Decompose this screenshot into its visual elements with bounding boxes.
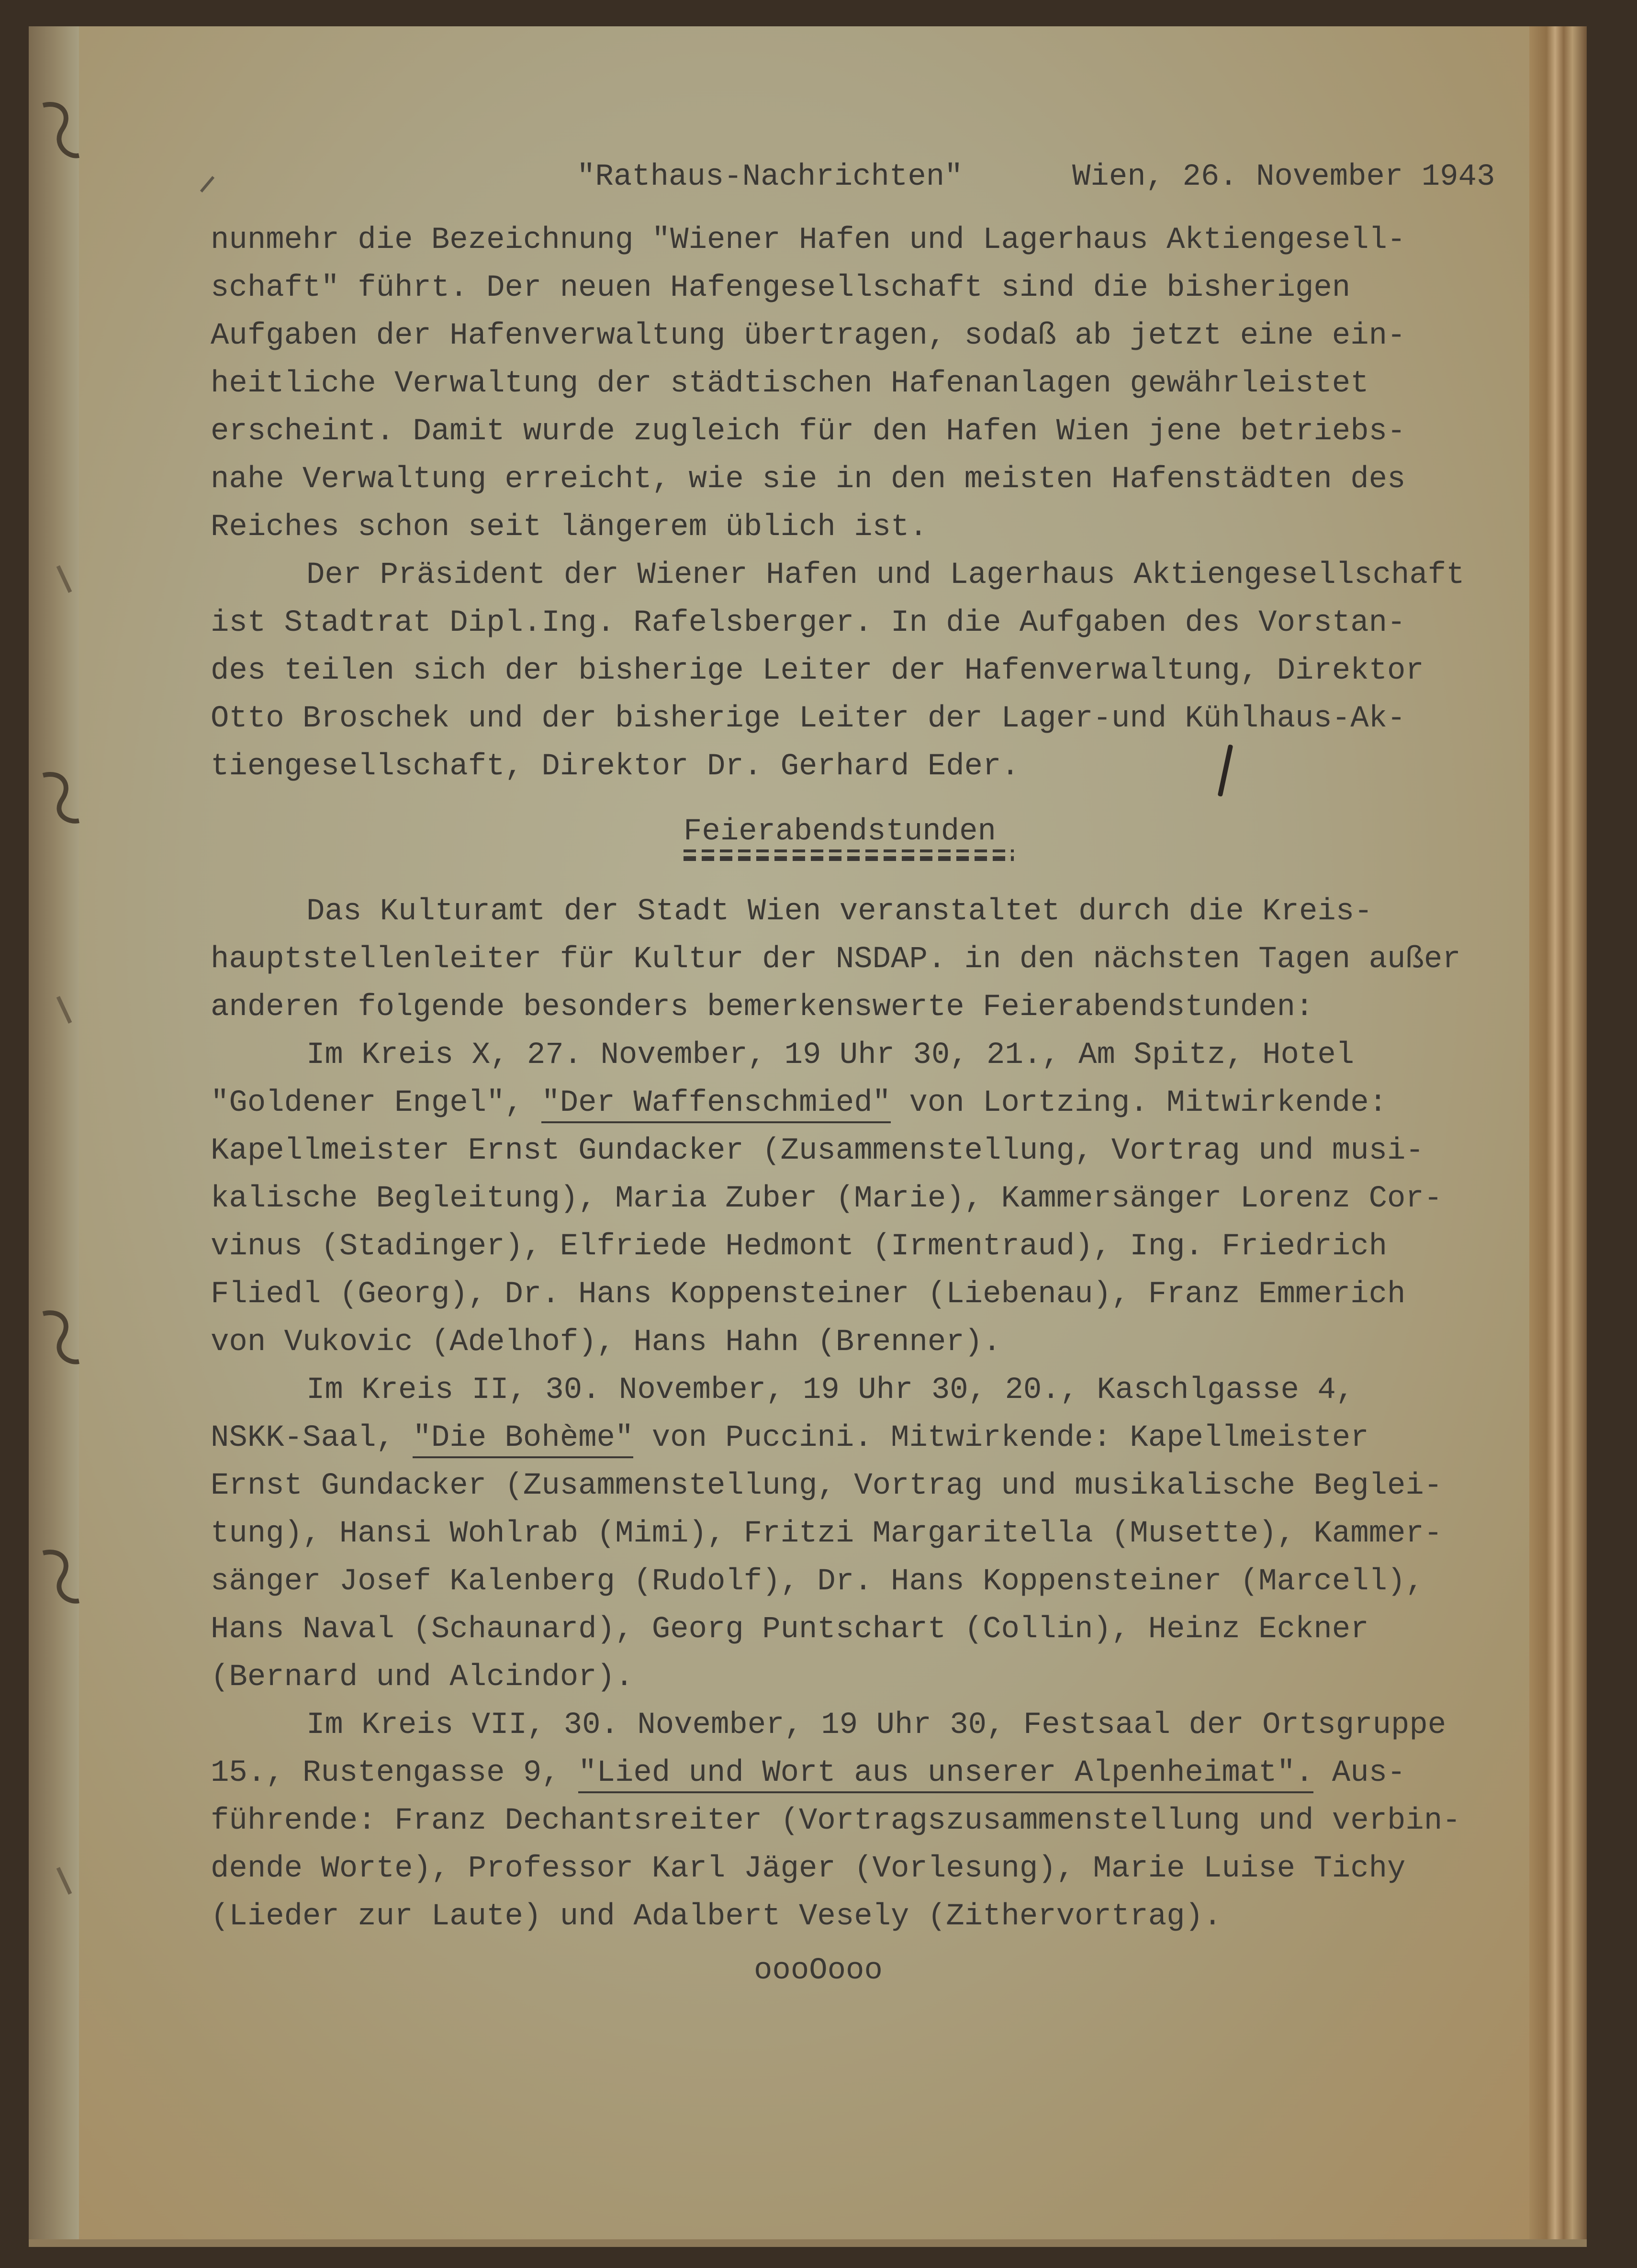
title-lied-und-wort: "Lied und Wort aus unserer Alpenheimat". [578, 1756, 1313, 1793]
section-line: 15., Rustengasse 9, "Lied und Wort aus unserer Alpenheimat". Aus- [211, 1754, 1405, 1792]
section-line: kalische Begleitung), Maria Zuber (Marie), Kammersänger Lorenz Cor- [211, 1182, 1443, 1216]
heading-underline [684, 849, 1014, 861]
header-dateline: Wien, 26. November 1943 [1072, 160, 1495, 194]
section-line: Ernst Gundacker (Zusammenstellung, Vortrag und musikalische Beglei- [211, 1469, 1443, 1503]
section-line: Das Kulturamt der Stadt Wien veranstaltet durch die Kreis- [306, 894, 1373, 929]
body-line: erscheint. Damit wurde zugleich für den Hafen Wien jene betriebs- [211, 414, 1406, 449]
section-line: Kapellmeister Ernst Gundacker (Zusammenstellung, Vortrag und musi- [211, 1134, 1424, 1168]
body-line: schaft" führt. Der neuen Hafengesellschaft sind die bisherigen [211, 271, 1351, 305]
section-line: Im Kreis X, 27. November, 19 Uhr 30, 21., Am Spitz, Hotel [306, 1038, 1355, 1073]
body-line: Aufgaben der Hafenverwaltung übertragen, sodaß ab jetzt eine ein- [211, 319, 1406, 353]
section-line: dende Worte), Professor Karl Jäger (Vorlesung), Marie Luise Tichy [211, 1852, 1406, 1886]
section-line: sänger Josef Kalenberg (Rudolf), Dr. Hans Koppensteiner (Marcell), [211, 1564, 1424, 1599]
body-line: nunmehr die Bezeichnung "Wiener Hafen und Lagerhaus Aktiengesell- [211, 223, 1406, 257]
pen-check-mark [1218, 744, 1233, 797]
section-line: von Vukovic (Adelhof), Hans Hahn (Brenner). [211, 1325, 1001, 1360]
body-line: Reiches schon seit längerem üblich ist. [211, 510, 928, 545]
section-line: hauptstellenleiter für Kultur der NSDAP. in den nächsten Tagen außer [211, 942, 1461, 977]
title-boheme: "Die Bohème" [413, 1421, 633, 1458]
body-line: Otto Broschek und der bisherige Leiter der Lager-und Kühlhaus-Ak- [211, 702, 1406, 736]
section-heading: Feierabendstunden [684, 815, 996, 849]
section-line: anderen folgende besonders bemerkenswerte Feierabendstunden: [211, 990, 1314, 1025]
end-mark: oooOooo [754, 1954, 883, 1988]
section-line: (Bernard und Alcindor). [211, 1660, 634, 1695]
section-line: (Lieder zur Laute) und Adalbert Vesely (Zithervortrag). [211, 1899, 1222, 1934]
section-line: vinus (Stadinger), Elfriede Hedmont (Irmentraud), Ing. Friedrich [211, 1229, 1387, 1264]
section-line: führende: Franz Dechantsreiter (Vortragszusammenstellung und verbin- [211, 1804, 1461, 1838]
body-line: heitliche Verwaltung der städtischen Hafenanlagen gewährleistet [211, 367, 1369, 401]
body-line: Der Präsident der Wiener Hafen und Lagerhaus Aktiengesellschaft [306, 558, 1465, 592]
body-line: nahe Verwaltung erreicht, wie sie in den meisten Hafenstädten des [211, 462, 1406, 497]
section-line: Im Kreis II, 30. November, 19 Uhr 30, 20., Kaschlgasse 4, [306, 1373, 1355, 1408]
section-line: tung), Hansi Wohlrab (Mimi), Fritzi Margaritella (Musette), Kammer- [211, 1517, 1443, 1551]
section-line: NSKK-Saal, "Die Bohème" von Puccini. Mitwirkende: Kapellmeister [211, 1419, 1369, 1457]
body-line: ist Stadtrat Dipl.Ing. Rafelsberger. In die Aufgaben des Vorstan- [211, 606, 1406, 640]
body-line: des teilen sich der bisherige Leiter der Hafenverwaltung, Direktor [211, 654, 1424, 688]
header-source: "Rathaus-Nachrichten" [577, 160, 963, 194]
title-waffenschmied: "Der Waffenschmied" [541, 1086, 891, 1123]
section-line: Hans Naval (Schaunard), Georg Puntschart (Collin), Heinz Eckner [211, 1612, 1369, 1647]
section-line: Im Kreis VII, 30. November, 19 Uhr 30, Festsaal der Ortsgruppe [306, 1708, 1446, 1743]
section-line: "Goldener Engel", "Der Waffenschmied" von Lortzing. Mitwirkende: [211, 1084, 1387, 1122]
section-line: Fliedl (Georg), Dr. Hans Koppensteiner (Liebenau), Franz Emmerich [211, 1277, 1406, 1312]
body-line: tiengesellschaft, Direktor Dr. Gerhard Eder. [211, 749, 1020, 784]
